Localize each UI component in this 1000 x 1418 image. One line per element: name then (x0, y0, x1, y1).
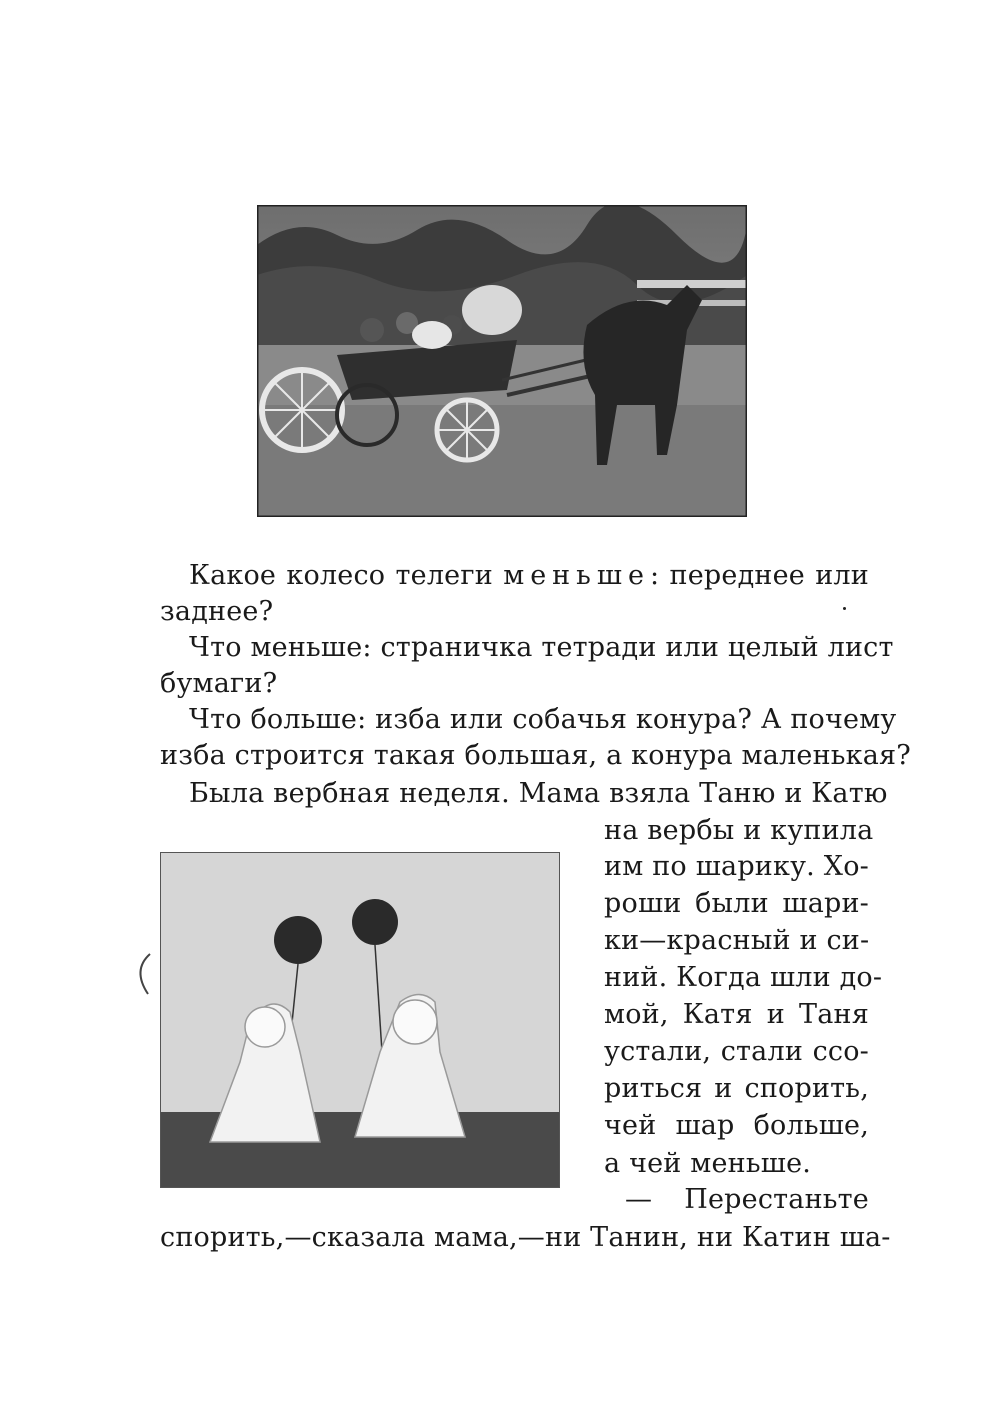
last-line: спорить,—сказала мама,—ни Танин, ни Катин ша- (160, 1222, 891, 1253)
side-line-9: чей шар больше, (604, 1110, 869, 1141)
side-line-5: ний. Когда шли до- (604, 962, 883, 993)
side-line-2: им по шарику. Хо- (604, 851, 869, 882)
text-line-5: Что больше: изба или собачья конура? А почему (189, 704, 897, 735)
text-line-4: бумаги? (160, 668, 278, 699)
text-line-3: Что меньше: страничка тетради или целый лист (189, 632, 894, 663)
balloon-illustration (160, 852, 560, 1188)
line-1-end: : переднее или (649, 560, 869, 591)
line-1-emphasis: меньше (503, 560, 650, 591)
side-line-7: устали, стали ссо- (604, 1036, 869, 1067)
dash-line: — Перестаньте (625, 1184, 869, 1215)
side-line-3: роши были шари- (604, 888, 869, 919)
cart-photo (257, 205, 747, 517)
text-line-1 (189, 560, 869, 592)
side-line-8: риться и спорить, (604, 1073, 869, 1104)
balloon-illustration-graphic (160, 852, 560, 1188)
margin-arc-mark (128, 950, 156, 998)
text-line-2: заднее? (160, 596, 274, 627)
stray-dot (843, 607, 846, 610)
text-line-6: изба строится такая большая, а конура маленькая? (160, 740, 911, 771)
side-line-6: мой, Катя и Таня (604, 999, 869, 1030)
text-line-7: Была вербная неделя. Мама взяла Таню и Катю (189, 778, 888, 809)
line-1-start: Какое колесо телеги (189, 560, 504, 591)
cart-photo-graphic (257, 205, 747, 517)
side-line-4: ки—красный и си- (604, 925, 870, 956)
side-line-1: на вербы и купила (604, 815, 874, 846)
side-line-10: а чей меньше. (604, 1148, 812, 1179)
